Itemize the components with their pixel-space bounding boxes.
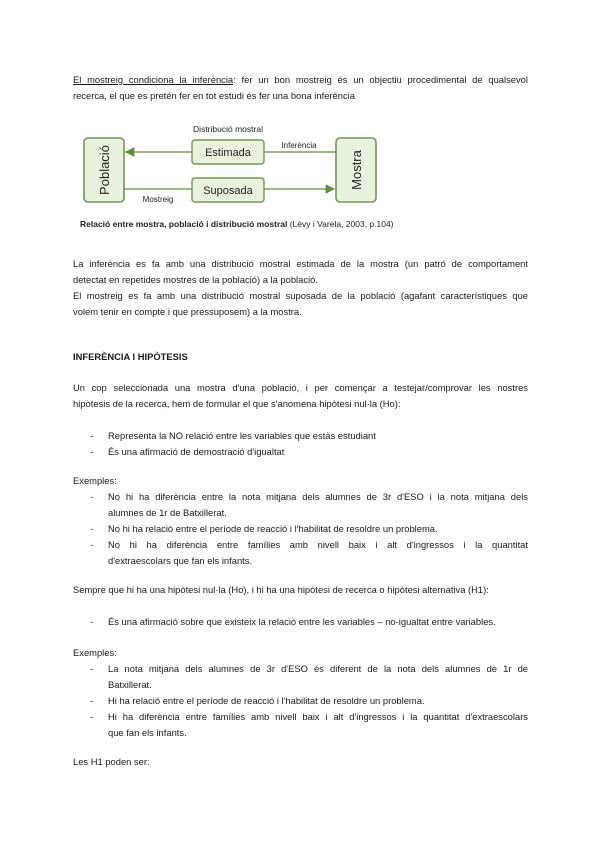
para2-line-2: hipòtesis de la recerca, hem de formular el que s'anomena hipòtesi nul·la (Ho): [73, 398, 401, 409]
closing-line: Les H1 poden ser: [73, 756, 150, 767]
list-dash: - [90, 491, 94, 502]
mostreig-label: Mostreig [142, 195, 174, 204]
list-dash: - [90, 523, 94, 534]
examples1-item-3-line-1: No hi ha diferència entre famílies amb nivell baix i alt d'ingressos i la quantitat [108, 539, 528, 550]
intro-line-2: recerca, el que es pretén fer en tot estudi és fer una bona inferència [73, 90, 355, 101]
para1-line-3: El mostreig es fa amb una distribució mostral suposada de la població (agafant característiques que [73, 290, 528, 301]
para1-line-4: volem tenir en compte i que pressuposem) a la mostra. [73, 306, 302, 317]
poblacio-label: Població [97, 145, 112, 195]
para2-line-1: Un cop seleccionada una mostra d'una població, i per començar a testejar/comprovar les nostres [73, 382, 528, 393]
examples1-item-3-line-2: d'extraescolars que fan els infants. [108, 555, 253, 566]
list-dash: - [90, 446, 94, 457]
inferencia-label: Inferència [281, 141, 317, 150]
para1-line-1: La inferència es fa amb una distribució mostral estimada de la mostra (un patró de comportament [73, 258, 528, 269]
examples2-item-1-line-1: La nota mitjana dels alumnes de 3r d'ESO és diferent de la nota dels alumnes de 1r de [108, 663, 528, 674]
caption-bold: Relació entre mostra, població i distribució mostral [80, 219, 288, 229]
h0-item-1: Representa la NO relació entre les variables que estàs estudiant [108, 430, 376, 441]
caption-cite: (Lévy i Varela, 2003, p.104) [287, 219, 394, 229]
examples1-item-2: No hi ha relació entre el període de reacció i l'habilitat de resoldre un problema. [108, 523, 438, 534]
sampling-diagram [70, 118, 400, 238]
examples1-item-1-line-1: No hi ha diferència entre la nota mitjana dels alumnes de 3r d'ESO i la nota mitjana dels [108, 491, 528, 502]
examples2-item-1-line-2: Batxillerat. [108, 679, 152, 690]
suposada-label: Suposada [203, 185, 253, 197]
mostra-label: Mostra [349, 150, 364, 190]
list-dash: - [90, 695, 94, 706]
intro-rest: : fer un bon mostreig és un objectiu procedimental de qualsevol [233, 74, 528, 85]
section-heading: INFERÈNCIA I HIPÒTESIS [73, 351, 188, 362]
examples1-label: Exemples: [73, 475, 117, 486]
intro-term: El mostreig condiciona la inferència [73, 74, 234, 85]
h1-item: És una afirmació sobre que existeix la relació entre les variables – no-igualtat entre variables. [108, 616, 496, 627]
para1-line-2: detectat en repetides mostres de la població) a la població. [73, 274, 318, 285]
intro-line-1 [73, 72, 528, 88]
examples2-label: Exemples: [73, 647, 117, 658]
examples2-item-3-line-2: que fan els infants. [108, 727, 187, 738]
list-dash: - [90, 539, 94, 550]
estimada-label: Estimada [205, 147, 251, 159]
examples2-item-3-line-1: Hi ha diferència entre famílies amb nivell baix i alt d'ingressos i la quantitat d'extraescolars [108, 711, 528, 722]
examples2-item-2: Hi ha relació entre el període de reacció i l'habilitat de resoldre un problema. [108, 695, 425, 706]
list-dash: - [90, 663, 94, 674]
examples1-item-1-line-2: alumnes de 1r de Batxillerat. [108, 507, 227, 518]
list-dash: - [90, 430, 94, 441]
para3: Sempre que hi ha una hipòtesi nul·la (Ho), i hi ha una hipòtesi de recerca o hipòtesi alternativa (H1): [73, 584, 489, 595]
h0-item-2: És una afirmació de demostració d'igualtat [108, 446, 285, 457]
list-dash: - [90, 616, 94, 627]
diagram-top-label: Distribució mostral [193, 124, 263, 134]
diagram-caption [80, 219, 394, 229]
list-dash: - [90, 711, 94, 722]
